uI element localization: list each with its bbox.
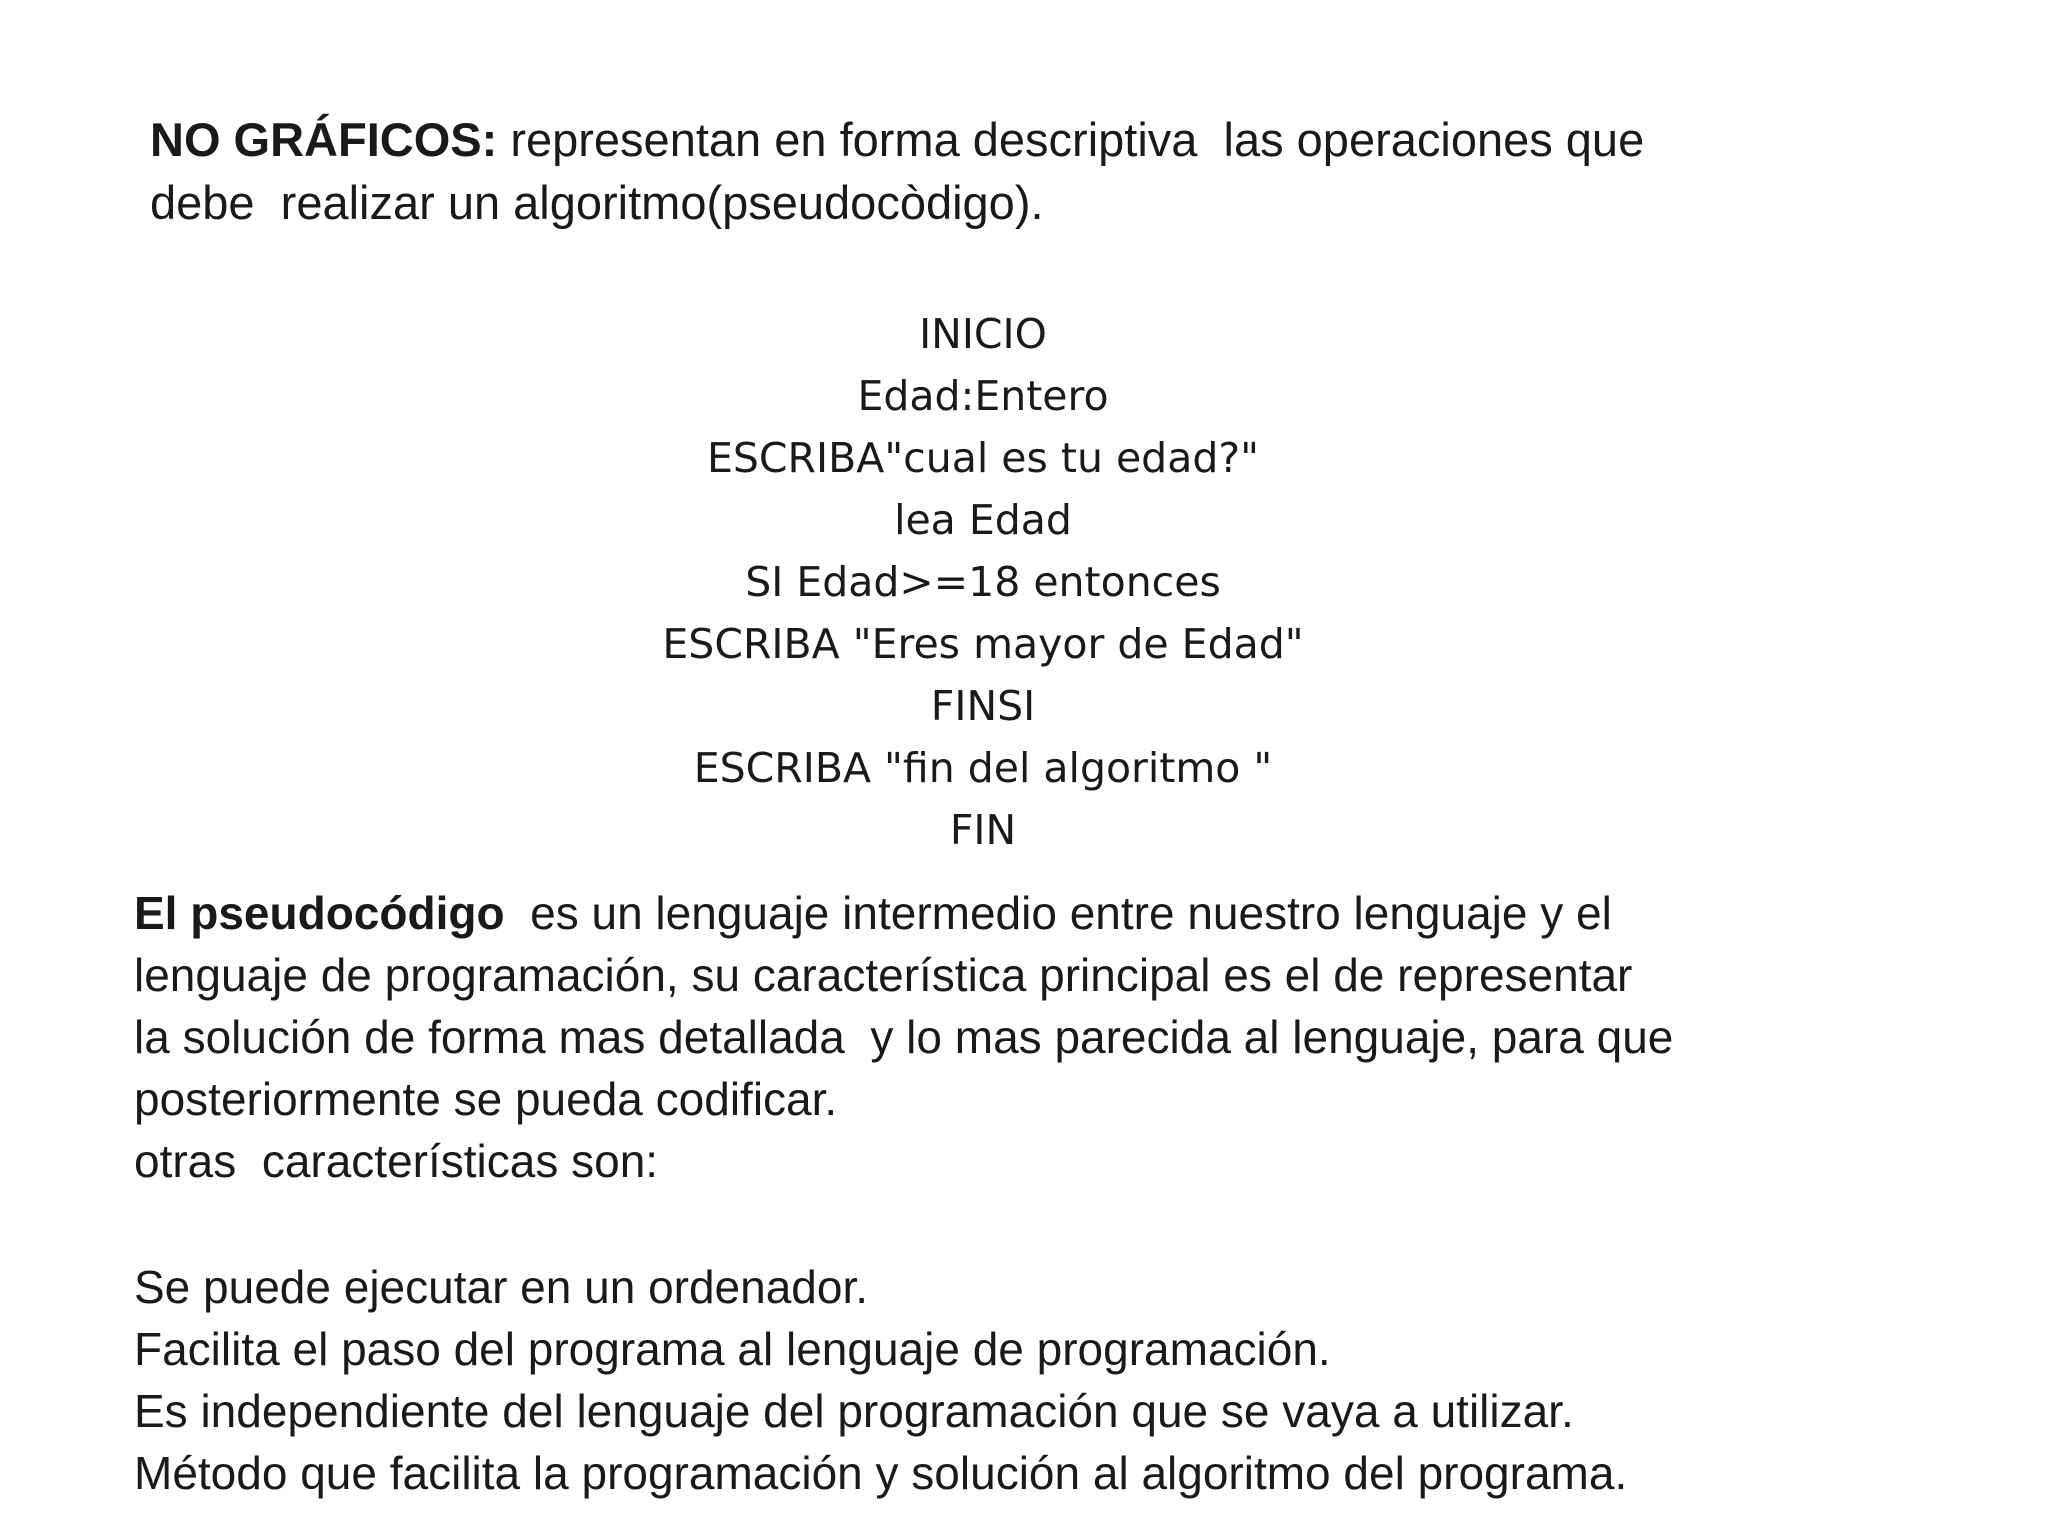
description-line-4: posteriormente se pueda codificar. xyxy=(134,1073,838,1125)
code-line: lea Edad xyxy=(894,496,1072,544)
pseudocode-block xyxy=(0,303,1966,861)
code-line: INICIO xyxy=(919,310,1047,358)
description-line-1 xyxy=(134,882,1984,944)
feature-item: Se puede ejecutar en un ordenador. xyxy=(134,1261,869,1313)
code-line: FINSI xyxy=(930,682,1036,730)
code-line: ESCRIBA "fin del algoritmo " xyxy=(693,744,1273,792)
intro-paragraph xyxy=(150,108,1950,234)
feature-item: Facilita el paso del programa al lenguaje de programación. xyxy=(134,1323,1331,1375)
intro-line-2: debe realizar un algoritmo(pseudocòdigo). xyxy=(150,176,1044,229)
intro-line-1-text: representan en forma descriptiva las operaciones que xyxy=(497,113,1645,166)
feature-item: Método que facilita la programación y solución al algoritmo del programa. xyxy=(134,1447,1628,1499)
code-line: ESCRIBA"cual es tu edad?" xyxy=(707,434,1259,482)
description-line-2: lenguaje de programación, su característica principal es el de representar xyxy=(134,949,1633,1001)
description-line-3: la solución de forma mas detallada y lo mas parecida al lenguaje, para que xyxy=(134,1011,1674,1063)
description-line-1-text: es un lenguaje intermedio entre nuestro lenguaje y el xyxy=(504,887,1612,939)
code-line: Edad:Entero xyxy=(857,372,1109,420)
features-list xyxy=(134,1256,1984,1504)
description-line-5: otras características son: xyxy=(134,1135,659,1187)
code-line: SI Edad>=18 entonces xyxy=(745,558,1221,606)
intro-term: NO GRÁFICOS: xyxy=(150,113,498,166)
description-paragraph xyxy=(134,882,1984,1192)
intro-line-1 xyxy=(150,108,1950,171)
feature-item: Es independiente del lenguaje del programación que se vaya a utilizar. xyxy=(134,1385,1574,1437)
code-line: ESCRIBA "Eres mayor de Edad" xyxy=(662,620,1304,668)
code-line: FIN xyxy=(949,806,1017,854)
description-term: El pseudocódigo xyxy=(134,887,505,939)
